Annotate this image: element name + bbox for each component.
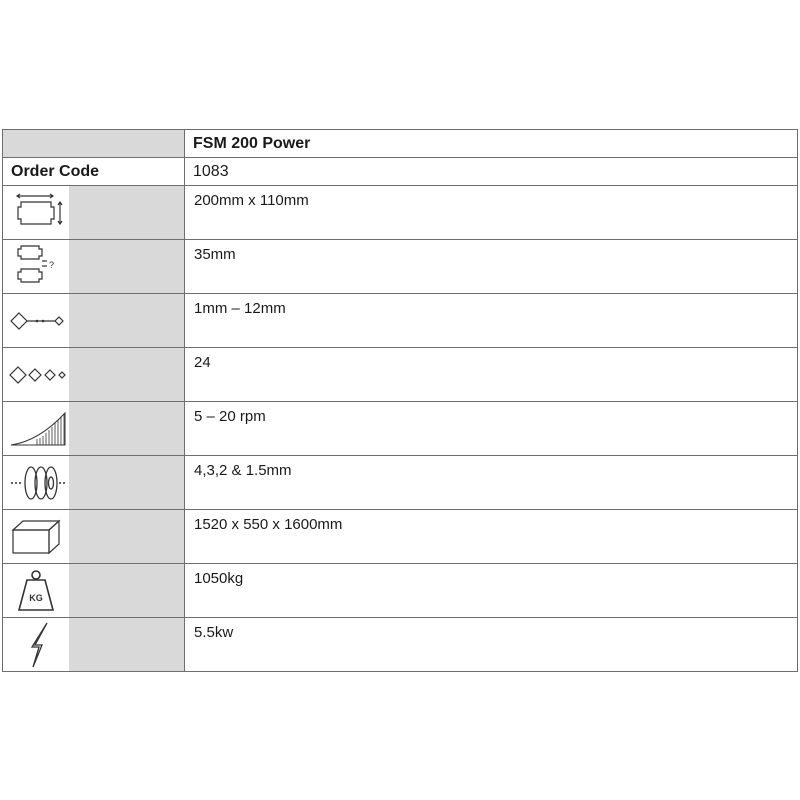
table-row	[3, 564, 798, 618]
speed-ramp-icon	[9, 411, 67, 447]
value-cell: 5.5kw	[185, 618, 798, 672]
table-row	[3, 618, 798, 672]
lightning-power-icon	[9, 621, 63, 669]
order-code-row	[3, 158, 798, 186]
icon-cell	[3, 240, 185, 294]
diamond-sequence-icon	[9, 365, 69, 385]
stack-gap-icon	[9, 244, 65, 290]
value-cell: 4,3,2 & 1.5mm	[185, 456, 798, 510]
svg-text:?: ?	[49, 259, 55, 270]
value-cell: 1520 x 550 x 1600mm	[185, 510, 798, 564]
icon-cell	[3, 186, 185, 240]
roller-icon	[9, 463, 67, 503]
header-product-cell	[185, 130, 798, 158]
value-cell: 1mm – 12mm	[185, 294, 798, 348]
table-row	[3, 186, 798, 240]
value-cell: 35mm	[185, 240, 798, 294]
product-name: FSM 200 Power	[193, 135, 311, 152]
value-cell: 1050kg	[185, 564, 798, 618]
value-cell: 5 – 20 rpm	[185, 402, 798, 456]
value-cell: 200mm x 110mm	[185, 186, 798, 240]
icon-cell	[3, 294, 185, 348]
order-code-value: 1083	[193, 163, 229, 180]
icon-cell	[3, 564, 185, 618]
weight-kg-icon	[9, 569, 63, 613]
box-dimensions-icon	[9, 518, 63, 556]
table-row	[3, 240, 798, 294]
table-row	[3, 294, 798, 348]
icon-cell	[3, 618, 185, 672]
table-row	[3, 510, 798, 564]
order-code-label: Order Code	[11, 163, 100, 180]
value-cell: 24	[185, 348, 798, 402]
order-code-label-cell	[3, 158, 185, 186]
icon-cell	[3, 402, 185, 456]
header-left-cell	[3, 130, 185, 158]
table-row	[3, 456, 798, 510]
order-code-value-cell	[185, 158, 798, 186]
icon-cell	[3, 348, 185, 402]
sheet-dimension-icon	[9, 193, 65, 233]
icon-cell	[3, 456, 185, 510]
table-header-row	[3, 130, 798, 158]
icon-cell	[3, 510, 185, 564]
svg-text:KG: KG	[29, 592, 43, 603]
diamond-range-icon	[9, 311, 65, 331]
table-row	[3, 402, 798, 456]
table-row	[3, 348, 798, 402]
spec-table	[2, 129, 798, 672]
